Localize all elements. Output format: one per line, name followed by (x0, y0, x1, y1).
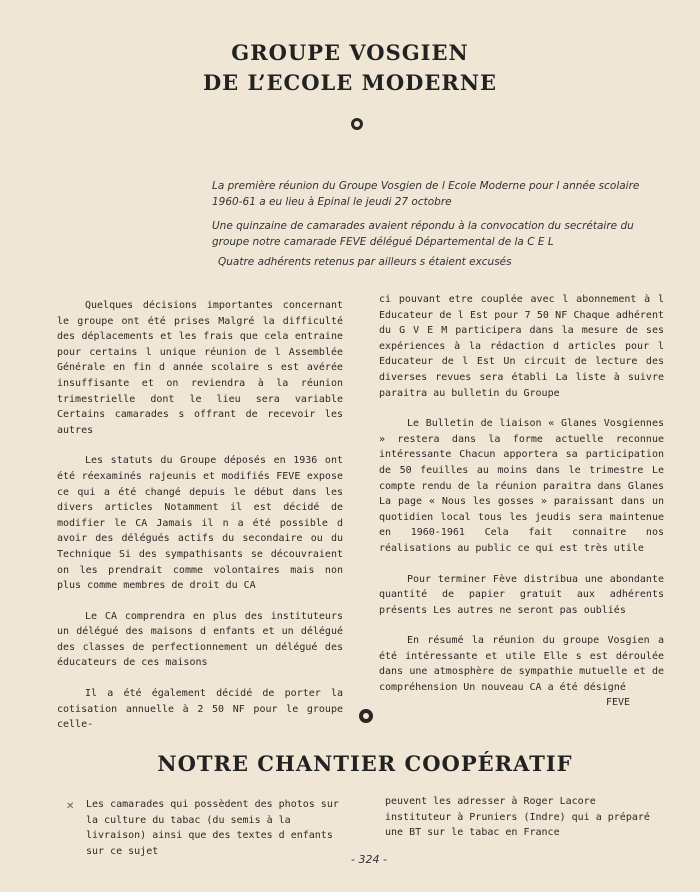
right-paragraph-2: Le Bulletin de liaison « Glanes Vosgiennes » restera dans la forme actuelle reconnue intéressante Chacun apportera sa participation de 50 feuilles au moins dans le trimestre Le compte rendu de la réunion paraitra dans Glanes La page « Nous les gosses » paraissant dans un quotidien local tous les jeudis sera maintenue en 1960-1961 Cela fait connaitre nos réalisations au public ce qui est très utile (379, 418, 664, 554)
section-title: NOTRE CHANTIER COOPÉRATIF (157, 751, 573, 776)
bullet-icon: ✕ (66, 801, 75, 812)
page-title-line1: GROUPE VOSGIEN (231, 40, 469, 65)
left-paragraph-3: Le CA comprendra en plus des instituteurs un délégué des maisons d enfants et un délégué des classes de perfectionnement un délégué des éducateurs de ces maisons (57, 610, 343, 669)
section-left-text (86, 797, 351, 859)
intro-paragraph-3: Quatre adhérents retenus par ailleurs s étaient excusés (218, 256, 512, 268)
ornament-icon (351, 118, 363, 130)
intro-paragraph-1: La première réunion du Groupe Vosgien de l Ecole Moderne pour l année scolaire 1960-61 a eu lieu à Epinal le jeudi 27 octobre (212, 180, 640, 208)
right-paragraph-4: En résumé la réunion du groupe Vosgien a été intéressante et utile Elle s est déroulée dans une atmosphère de sympathie mutuelle et de compréhension Un nouveau CA a été désigné (379, 635, 664, 694)
right-column (379, 292, 664, 711)
left-column (57, 298, 343, 748)
left-paragraph-2: Les statuts du Groupe déposés en 1936 ont été réexaminés rajeunis et modifiés FEVE expose ce qui a été changé depuis le début dans les divers articles Notamment il est décidé de modifier le CA Jamais il n a été possible d avoir des délégués actifs du secondaire ou du Technique Si des sympathisants se découvraient on les prendrait comme volontaires mais non plus comme membres de droit du CA (57, 455, 343, 592)
intro-paragraph-2: Une quinzaine de camarades avaient répondu à la convocation du secrétaire du groupe notre camarade FEVE délégué Départemental de la C E L (212, 220, 634, 248)
right-paragraph-1: ci pouvant etre couplée avec l abonnement à l Educateur de l Est pour 7 50 NF Chaque adhérent du G V E M participera dans la mesure de ses expériences à la rédaction d articles pour l Educateur de l Est Un circuit de lecture des diverses revues sera établi La liste à suivre paraitra au bulletin du Groupe (379, 294, 664, 399)
page-number: - 324 - (351, 853, 387, 866)
left-paragraph-4: Il a été également décidé de porter la cotisation annuelle à 2 50 NF pour le groupe celle- (57, 688, 343, 731)
section-right-text (385, 794, 665, 841)
section-right-paragraph: peuvent les adresser à Roger Lacore instituteur à Pruniers (Indre) qui a préparé une BT sur le tabac en France (385, 796, 650, 839)
ornament-icon (359, 709, 373, 723)
section-left-paragraph: Les camarades qui possèdent des photos sur la culture du tabac (du semis à la livraison) ainsi que des textes d enfants sur ce sujet (86, 799, 339, 857)
right-paragraph-3: Pour terminer Fève distribua une abondante quantité de papier gratuit aux adhérents présents Les autres ne seront pas oubliés (379, 573, 664, 616)
left-paragraph-1: Quelques décisions importantes concernant le groupe ont été prises Malgré la difficulté des déplacements et les frais que cela entraine pour certains l unique réunion de l Assemblée Générale en fin d année scolaire s est avérée insuffisante et on reviendra à la réunion trimestrielle dont le lieu sera variable Certains camarades s offrant de recevoir les autres (57, 300, 343, 436)
signature: FEVE (606, 697, 631, 708)
page-title-line2: DE L’ECOLE MODERNE (202, 70, 498, 95)
